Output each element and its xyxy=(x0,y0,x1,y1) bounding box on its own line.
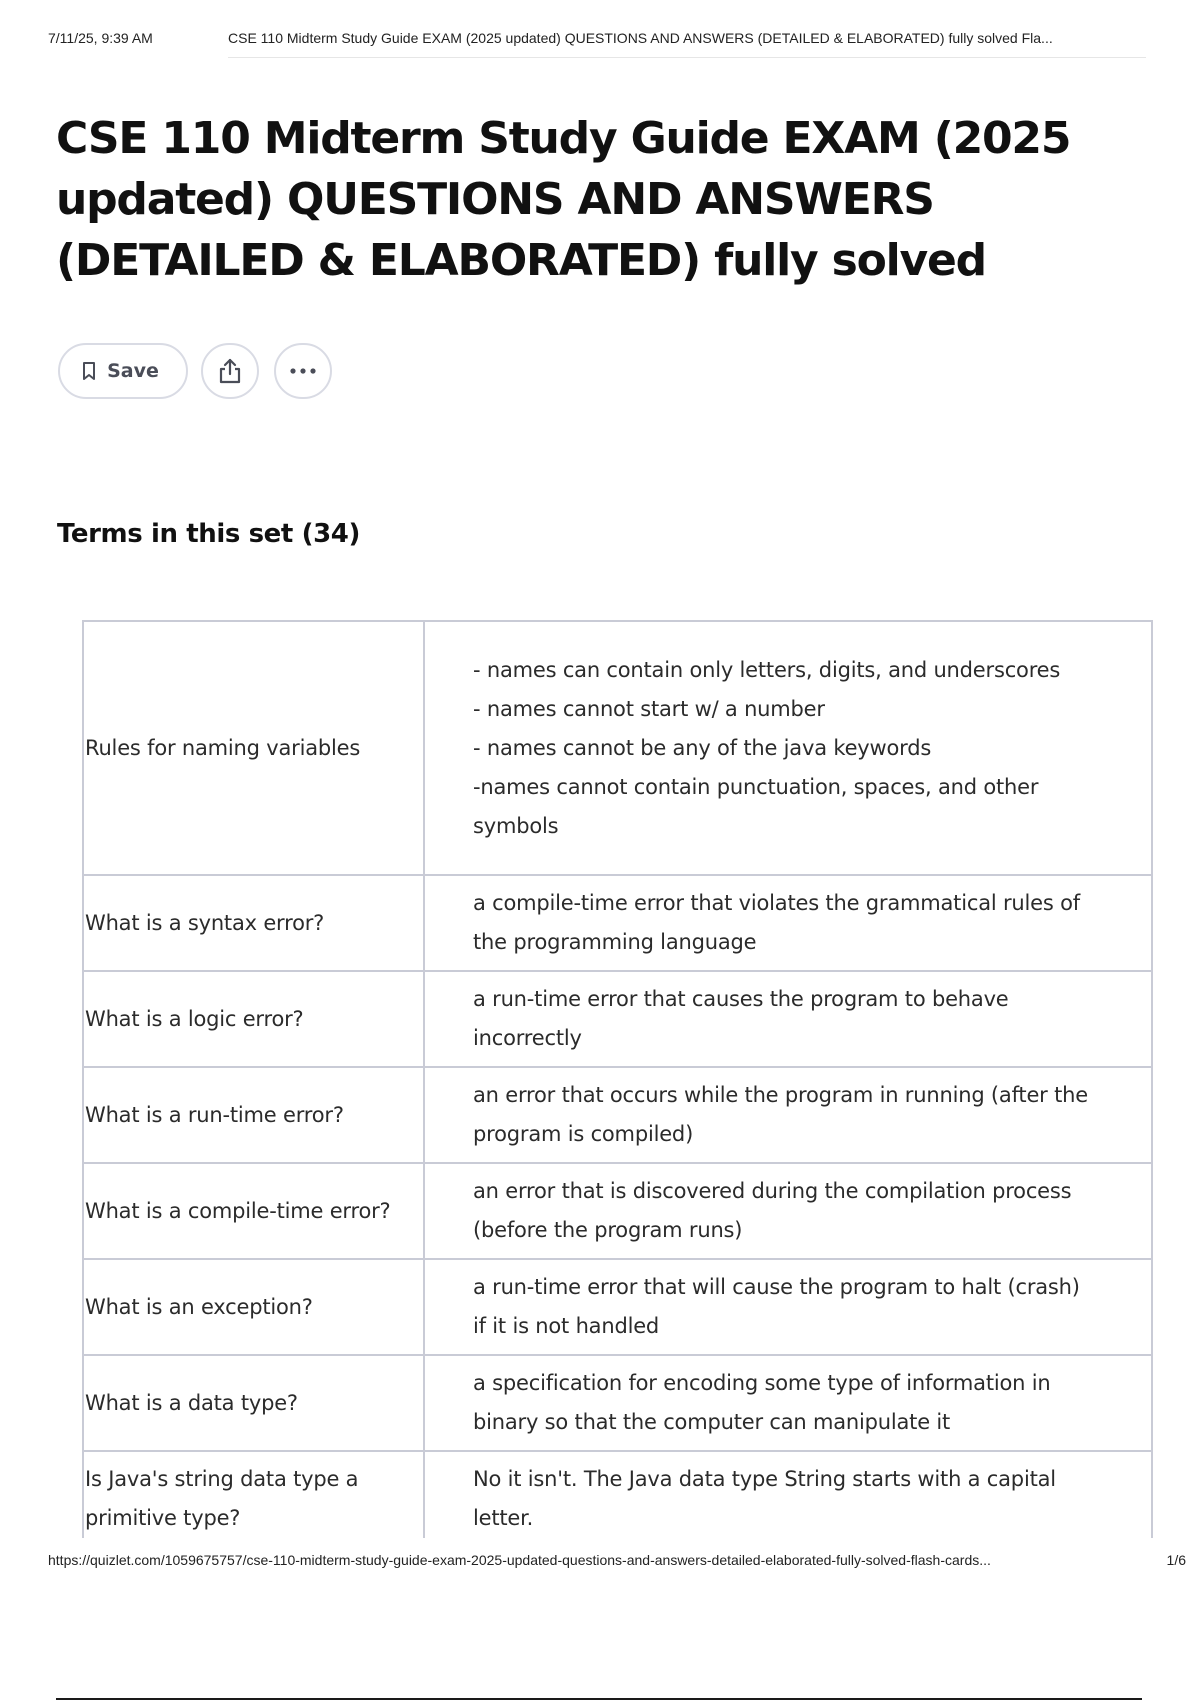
term-row xyxy=(83,875,1152,971)
terms-heading: Terms in this set (34) xyxy=(57,519,360,549)
page-number: 1/6 xyxy=(1166,1552,1186,1568)
term-row xyxy=(83,621,1152,875)
definition-line: -names cannot contain punctuation, spaces, and other symbols xyxy=(473,774,1039,838)
definition-cell: a run-time error that causes the program to behave incorrectly xyxy=(424,971,1152,1067)
definition-cell: a compile-time error that violates the grammatical rules of the programming language xyxy=(424,875,1152,971)
definition-cell: No it isn't. The Java data type String starts with a capital letter. xyxy=(424,1451,1152,1547)
term-row xyxy=(83,1451,1152,1547)
term-row xyxy=(83,1355,1152,1451)
print-document-title: CSE 110 Midterm Study Guide EXAM (2025 updated) QUESTIONS AND ANSWERS (DETAILED & ELABORATED) fully solved Fla... xyxy=(228,30,1053,46)
term-row xyxy=(83,971,1152,1067)
definition-cell: a run-time error that will cause the program to halt (crash) if it is not handled xyxy=(424,1259,1152,1355)
definition-cell: an error that is discovered during the compilation process (before the program runs) xyxy=(424,1163,1152,1259)
more-horizontal-icon xyxy=(289,367,317,375)
term-cell: Rules for naming variables xyxy=(83,621,424,875)
share-button[interactable] xyxy=(201,343,259,399)
definition-cell: a specification for encoding some type of information in binary so that the computer can manipulate it xyxy=(424,1355,1152,1451)
term-cell: What is a logic error? xyxy=(83,971,424,1067)
term-cell: What is a syntax error? xyxy=(83,875,424,971)
term-cell: What is a data type? xyxy=(83,1355,424,1451)
bookmark-icon xyxy=(81,361,97,381)
save-button-label: Save xyxy=(107,360,159,382)
term-cell: What is an exception? xyxy=(83,1259,424,1355)
print-header xyxy=(48,30,1182,50)
header-divider xyxy=(228,57,1146,58)
terms-table xyxy=(82,620,1153,1548)
term-cell: Is Java's string data type a primitive type? xyxy=(83,1451,424,1547)
more-options-button[interactable] xyxy=(274,343,332,399)
term-row xyxy=(83,1067,1152,1163)
definition-cell: an error that occurs while the program in running (after the program is compiled) xyxy=(424,1067,1152,1163)
term-row xyxy=(83,1259,1152,1355)
term-cell: What is a run-time error? xyxy=(83,1067,424,1163)
definition-line: - names cannot be any of the java keywords xyxy=(473,735,932,760)
definition-cell xyxy=(424,621,1152,875)
term-row xyxy=(83,1163,1152,1259)
definition-line: - names cannot start w/ a number xyxy=(473,696,825,721)
print-url: https://quizlet.com/1059675757/cse-110-midterm-study-guide-exam-2025-updated-questions-and-answers-detailed-elaborated-fully-solved-flash-cards... xyxy=(48,1552,991,1568)
save-button[interactable] xyxy=(58,343,188,399)
share-icon xyxy=(217,357,243,385)
term-cell: What is a compile-time error? xyxy=(83,1163,424,1259)
page-title: CSE 110 Midterm Study Guide EXAM (2025 updated) QUESTIONS AND ANSWERS (DETAILED & ELABORATED) fully solved xyxy=(56,113,1071,286)
definition-line: - names can contain only letters, digits, and underscores xyxy=(473,657,1061,682)
print-footer xyxy=(48,1552,1186,1572)
print-date: 7/11/25, 9:39 AM xyxy=(48,30,153,46)
